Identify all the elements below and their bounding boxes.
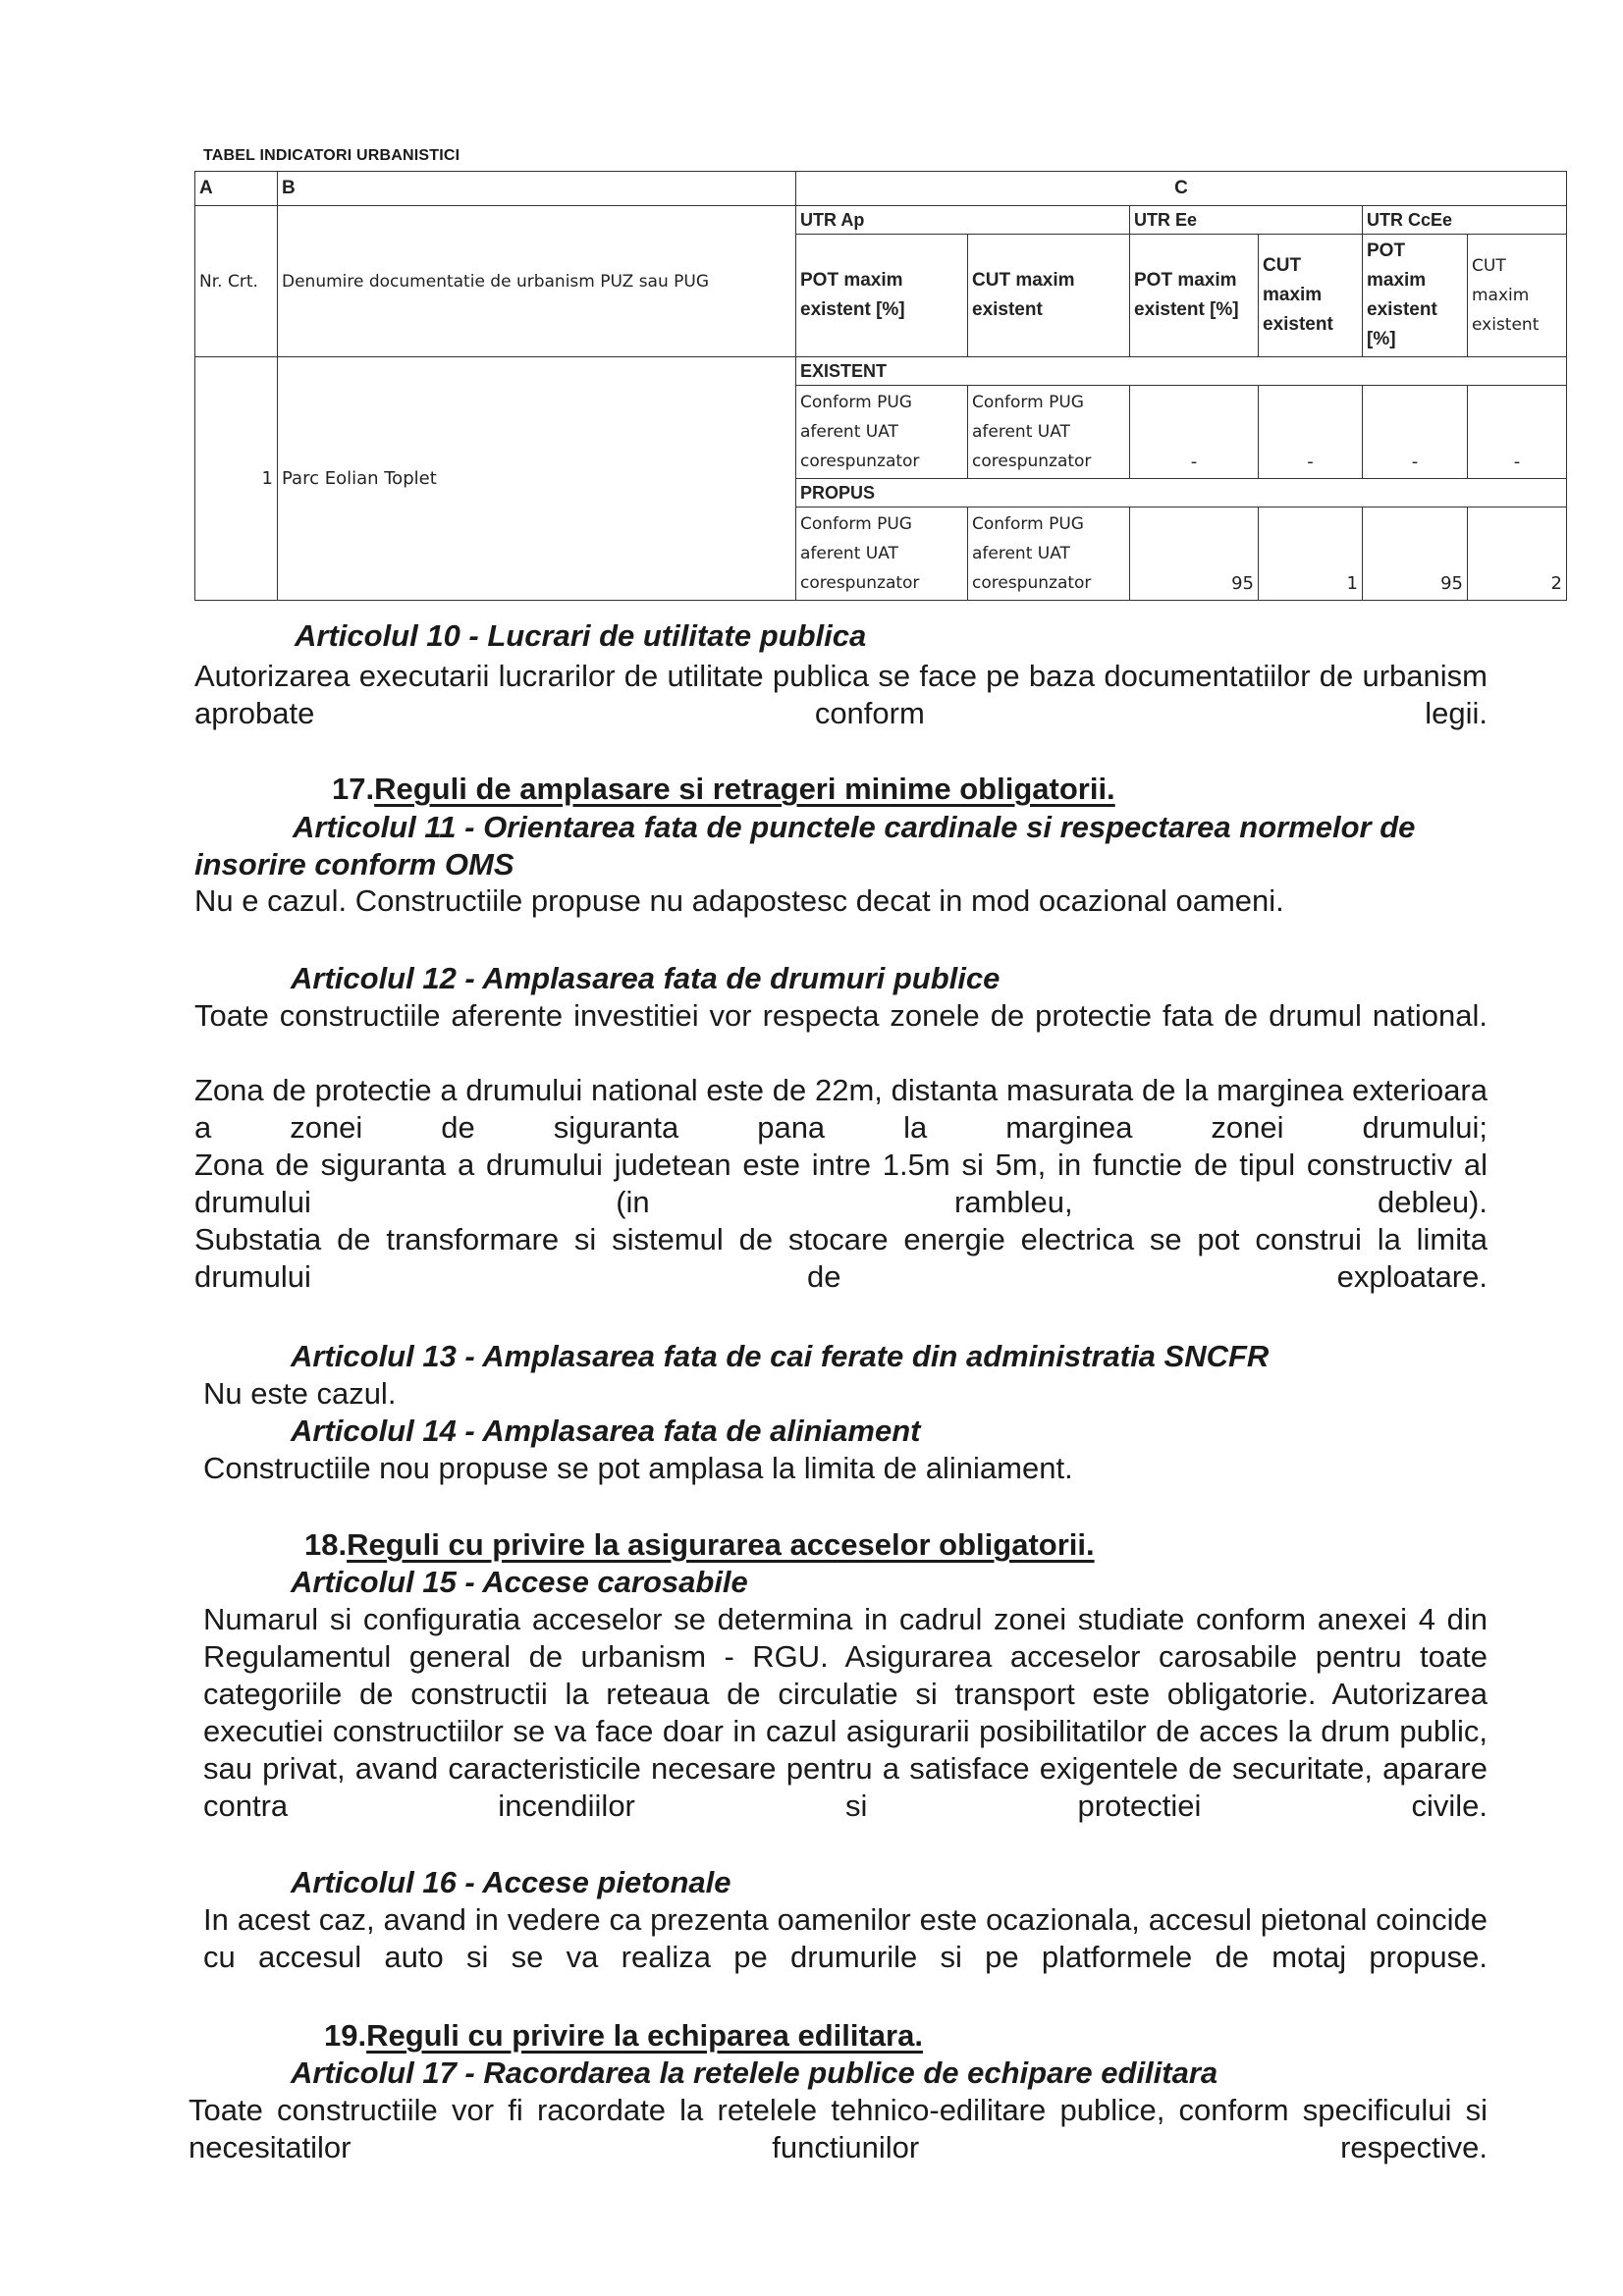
- urban-indicators-table: [194, 171, 1567, 601]
- propus-ccee-pot: 95: [1363, 507, 1468, 601]
- propus-ap-pot: Conform PUG aferent UAT corespunzator: [796, 507, 968, 601]
- art11-title: Articolul 11 - Orientarea fata de punctele cardinale si respectarea normelor de insorire conform OMS: [194, 810, 1416, 881]
- art12-title: Articolul 12 - Amplasarea fata de drumuri publice: [291, 961, 1001, 995]
- cut-ap-header: CUT maxim existent: [968, 235, 1130, 357]
- section-19-number: 19.: [324, 2018, 367, 2053]
- row-number: 1: [195, 357, 278, 601]
- section-19-title: Reguli cu privire la echiparea edilitara.: [366, 2018, 923, 2053]
- denumire-header: Denumire documentatie de urbanism PUZ sau PUG: [278, 206, 796, 357]
- nr-crt-header: Nr. Crt.: [195, 206, 278, 357]
- table-title: TABEL INDICATORI URBANISTICI: [203, 147, 460, 164]
- art12-p1: Toate constructiile aferente investitiei vor respecta zonele de protectie fata de drumul national.: [194, 998, 1488, 1033]
- existent-label: EXISTENT: [796, 357, 1567, 386]
- art10-title: Articolul 10 - Lucrari de utilitate publica: [295, 618, 867, 653]
- propus-label: PROPUS: [796, 479, 1567, 507]
- art11-text: Nu e cazul. Constructiile propuse nu adapostesc decat in mod ocazional oameni.: [194, 883, 1284, 918]
- propus-ee-pot: 95: [1130, 507, 1259, 601]
- col-b-header: B: [278, 172, 796, 206]
- art13-text: Nu este cazul.: [203, 1376, 397, 1411]
- art15-title: Articolul 15 - Accese carosabile: [291, 1565, 748, 1599]
- art10-text: [194, 658, 1488, 732]
- section-19-heading: [324, 2017, 923, 2055]
- art12-p4: Substatia de transformare si sistemul de stocare energie electrica se pot construi la limita drumului de exploatare.: [194, 1222, 1488, 1294]
- row-name: Parc Eolian Toplet: [278, 357, 796, 601]
- art16-title: Articolul 16 - Accese pietonale: [291, 1865, 731, 1899]
- art13-title: Articolul 13 - Amplasarea fata de cai ferate din administratia SNCFR: [291, 1339, 1270, 1373]
- cut-ccee-header: CUT maxim existent: [1468, 235, 1567, 357]
- existent-ee-cut: -: [1259, 386, 1363, 479]
- propus-ccee-cut: 2: [1468, 507, 1567, 601]
- propus-ee-cut: 1: [1259, 507, 1363, 601]
- section-18-title: Reguli cu privire la asigurarea acceselor obligatorii.: [347, 1527, 1095, 1562]
- art17-title: Articolul 17 - Racordarea la retelele publice de echipare edilitara: [291, 2056, 1218, 2090]
- existent-ap-pot: Conform PUG aferent UAT corespunzator: [796, 386, 968, 479]
- existent-ccee-cut: -: [1468, 386, 1567, 479]
- section-17-number: 17.: [332, 772, 375, 806]
- art16-text: In acest caz, avand in vedere ca prezenta oamenilor este ocazionala, accesul pietonal coincide cu accesul auto si se va realiza pe drumurile si pe platformele de motaj propuse.: [203, 1902, 1488, 1974]
- section-18-number: 18.: [304, 1527, 348, 1562]
- pot-ee-header: POT maxim existent [%]: [1130, 235, 1259, 357]
- pot-ap-header: POT maxim existent [%]: [796, 235, 968, 357]
- art12-p3: Zona de siguranta a drumului judetean este intre 1.5m si 5m, in functie de tipul constructiv al drumului (in rambleu, debleu).: [194, 1148, 1488, 1219]
- art17-text: Toate constructiile vor fi racordate la retelele tehnico-edilitare publice, conform specificului si necesitatilor functiunilor respective.: [189, 2093, 1488, 2164]
- existent-ap-cut: Conform PUG aferent UAT corespunzator: [968, 386, 1130, 479]
- pot-ccee-header: POT maxim existent [%]: [1363, 235, 1468, 357]
- cut-ee-header: CUT maxim existent: [1259, 235, 1363, 357]
- art14-title: Articolul 14 - Amplasarea fata de aliniament: [291, 1414, 921, 1448]
- utr-ccee-header: UTR CcEe: [1363, 206, 1567, 235]
- existent-ccee-pot: -: [1363, 386, 1468, 479]
- art12-p2: Zona de protectie a drumului national este de 22m, distanta masurata de la marginea exterioara a zonei de siguranta pana la marginea zonei drumului;: [194, 1073, 1488, 1145]
- section-17-heading: [332, 771, 1115, 808]
- art10-text-span: Autorizarea executarii lucrarilor de utilitate publica se face pe baza documentatiilor de urbanism aprobate conform legii.: [194, 659, 1488, 730]
- section-17-title: Reguli de amplasare si retrageri minime obligatorii.: [374, 772, 1115, 806]
- col-a-header: A: [195, 172, 278, 206]
- col-c-header: C: [796, 172, 1567, 206]
- art15-text: Numarul si configuratia acceselor se determina in cadrul zonei studiate conform anexei 4 din Regulamentul general de urbanism - RGU. Asigurarea acceselor carosabile pentru toate categoriile de constructii la reteaua de circulatie si transport este obligatorie. Autorizarea executiei constructiilor se va face doar in cazul asigurarii posibilitatilor de acces la drum public, sau privat, avand caracteristicile necesare pentru a satisface exigentele de securitate, aparare contra incendiilor si protectiei civile.: [203, 1602, 1488, 1823]
- existent-ee-pot: -: [1130, 386, 1259, 479]
- propus-ap-cut: Conform PUG aferent UAT corespunzator: [968, 507, 1130, 601]
- section-18-heading: [304, 1526, 1095, 1564]
- art14-text: Constructiile nou propuse se pot amplasa la limita de aliniament.: [203, 1451, 1073, 1485]
- utr-ee-header: UTR Ee: [1130, 206, 1363, 235]
- utr-ap-header: UTR Ap: [796, 206, 1130, 235]
